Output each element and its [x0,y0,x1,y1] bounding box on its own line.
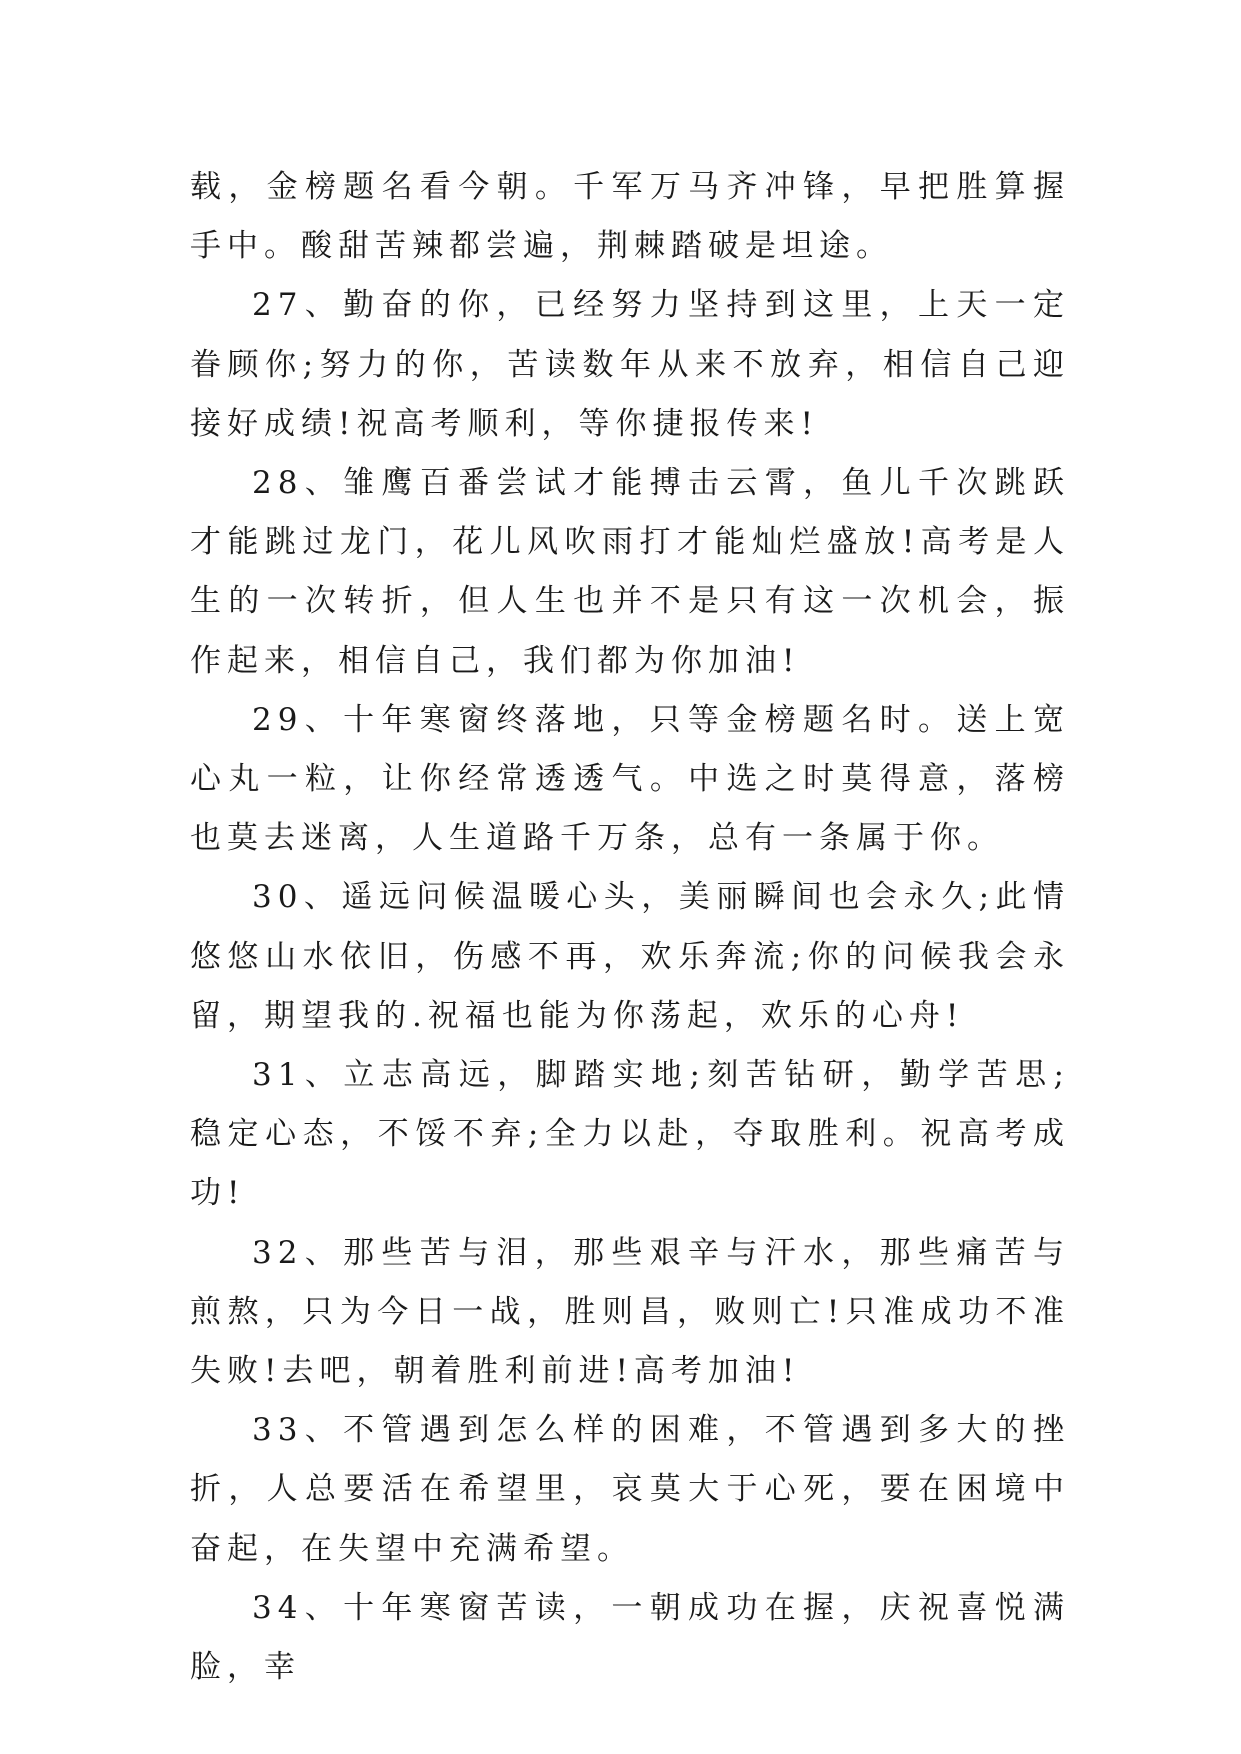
paragraph-30: 30、遥远问候温暖心头，美丽瞬间也会永久;此情悠悠山水依旧，伤感不再，欢乐奔流;你的问候我会永留，期望我的.祝福也能为你荡起，欢乐的心舟! [190,879,1070,1034]
document-body [190,158,1070,1697]
paragraph-29: 29、十年寒窗终落地，只等金榜题名时。送上宽心丸一粒，让你经常透透气。中选之时莫得意，落榜也莫去迷离，人生道路千万条，总有一条属于你。 [190,701,1070,857]
paragraph-28: 28、雏鹰百番尝试才能搏击云霄，鱼儿千次跳跃才能跳过龙门，花儿风吹雨打才能灿烂盛放!高考是人生的一次转折，但人生也并不是只有这一次机会，振作起来，相信自己，我们都为你加油! [190,465,1070,679]
paragraph-27: 27、勤奋的你，已经努力坚持到这里，上天一定眷顾你;努力的你，苦读数年从来不放弃，相信自己迎接好成绩!祝高考顺利，等你捷报传来! [190,287,1070,442]
paragraph-31: 31、立志高远，脚踏实地;刻苦钻研，勤学苦思;稳定心态，不馁不弃;全力以赴，夺取胜利。祝高考成功! [190,1057,1070,1212]
paragraph-33: 33、不管遇到怎么样的困难，不管遇到多大的挫折，人总要活在希望里，哀莫大于心死，要在困境中奋起，在失望中充满希望。 [190,1412,1070,1567]
paragraph-32: 32、那些苦与泪，那些艰辛与汗水，那些痛苦与煎熬，只为今日一战，胜则昌，败则亡!只准成功不准失败!去吧，朝着胜利前进!高考加油! [190,1234,1070,1390]
paragraph-34: 34、十年寒窗苦读，一朝成功在握，庆祝喜悦满脸，幸 [190,1589,1070,1686]
paragraph-continuation: 载，金榜题名看今朝。千军万马齐冲锋，早把胜算握手中。酸甜苦辣都尝遍，荆棘踏破是坦途。 [190,169,1070,265]
